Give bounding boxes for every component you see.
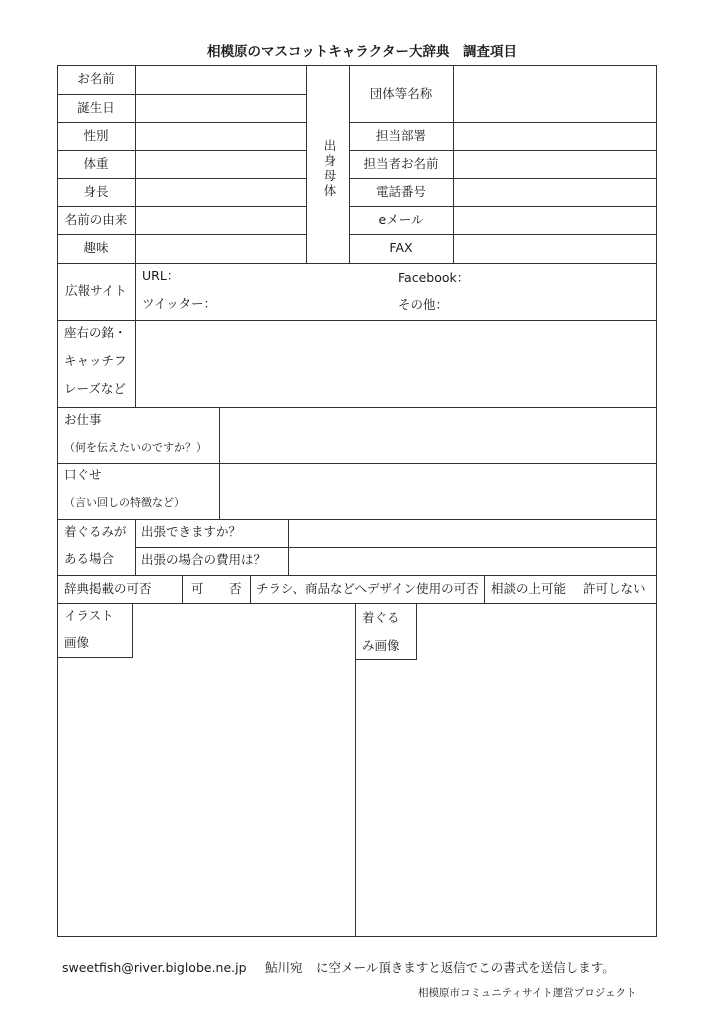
option-consult: 相談の上可能 xyxy=(491,581,567,596)
label-other: その他： xyxy=(398,297,449,312)
label-trip-cost: 出張の場合の費用は？ xyxy=(141,552,267,567)
footer-recipient: 鮎川宛 xyxy=(265,960,303,975)
label-illust-line2: 画像 xyxy=(64,635,90,650)
label-work: お仕事 xyxy=(64,412,102,427)
label-motto-line1: 座右の銘・ xyxy=(64,325,127,340)
label-illust-line1: イラスト xyxy=(64,608,114,623)
label-design-permission: チラシ、商品などへデザイン使用の可否 xyxy=(256,581,479,596)
label-hobby: 趣味 xyxy=(83,240,109,255)
footer-email: sweetfish@river.biglobe.ne.jp xyxy=(62,960,247,975)
option-allow: 可 xyxy=(191,581,204,596)
label-email: eメール xyxy=(378,212,424,227)
footer-message: に空メール頂きますと返信でこの書式を送信します。 xyxy=(316,960,615,975)
label-kigurumi-line1: 着ぐるみが xyxy=(64,524,127,539)
label-fax: FAX xyxy=(389,240,413,255)
label-publish-permission: 辞典掲載の可否 xyxy=(64,581,152,596)
label-kigurumi-image-line1: 着ぐる xyxy=(362,610,400,625)
label-name: お名前 xyxy=(77,71,115,86)
label-organization-name: 団体等名称 xyxy=(369,86,433,101)
option-not-allowed: 許可しない xyxy=(583,581,646,596)
label-phone: 電話番号 xyxy=(375,184,426,199)
label-contact-person: 担当者お名前 xyxy=(363,156,439,171)
label-kigurumi-line2: ある場合 xyxy=(64,551,115,566)
option-deny: 否 xyxy=(229,581,242,596)
page-title: 相模原のマスコットキャラクター大辞典 調査項目 xyxy=(207,44,517,60)
label-weight: 体重 xyxy=(83,156,109,171)
label-pr-site: 広報サイト xyxy=(65,283,127,298)
label-work-sub: （何を伝えたいのですか？） xyxy=(64,441,207,454)
label-facebook: Facebook： xyxy=(398,270,470,285)
label-motto-line3: レーズなど xyxy=(64,381,126,396)
label-name-origin: 名前の由来 xyxy=(64,212,128,227)
label-kuchiguse-sub: （言い回しの特徴など） xyxy=(64,496,185,509)
label-kuchiguse: 口ぐせ xyxy=(64,467,102,482)
label-kigurumi-image-line2: み画像 xyxy=(362,638,400,653)
footer-project: 相模原市コミュニティサイト運営プロジェクト xyxy=(418,987,637,999)
label-twitter: ツイッター： xyxy=(142,296,217,311)
label-height: 身長 xyxy=(83,184,109,199)
label-origin-organization: 出 身 母 体 xyxy=(323,138,337,198)
label-trip-possible: 出張できますか？ xyxy=(141,524,242,539)
label-motto-line2: キャッチフ xyxy=(64,353,127,368)
label-gender: 性別 xyxy=(83,128,109,143)
label-birthday: 誕生日 xyxy=(77,100,115,115)
label-url: URL： xyxy=(142,268,180,283)
label-department: 担当部署 xyxy=(375,128,426,143)
